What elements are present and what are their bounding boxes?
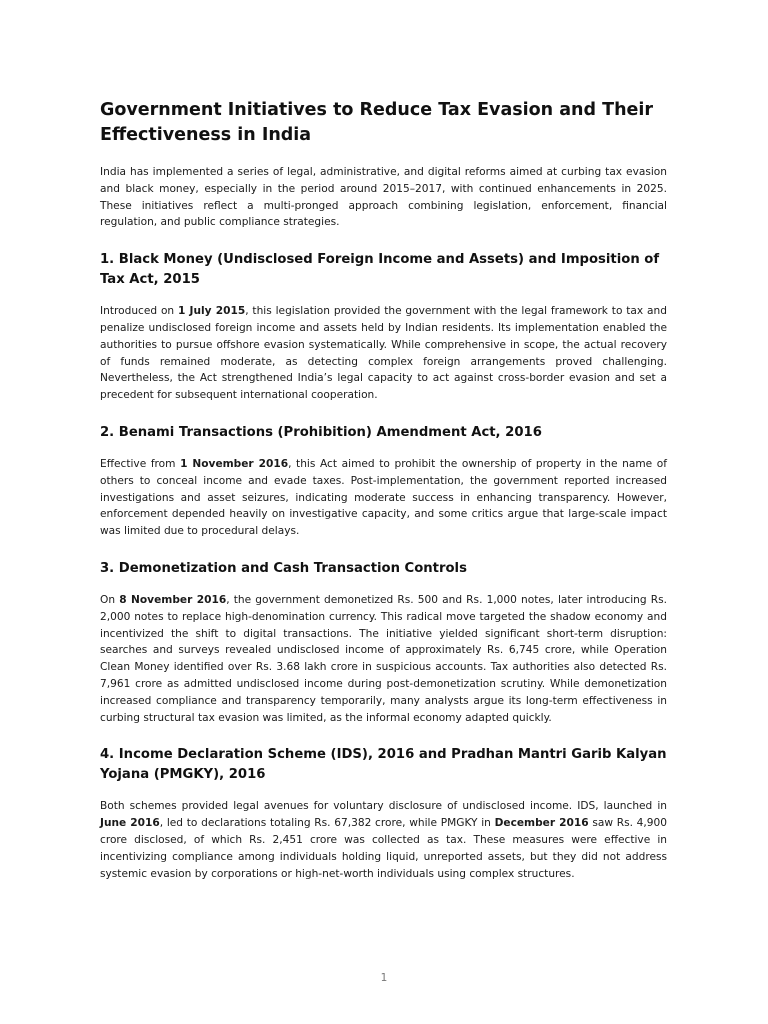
page-number: 1: [380, 972, 388, 984]
section-4-text-b: , led to declarations totaling Rs. 67,382 crore, while PMGKY in: [159, 817, 495, 830]
document-page: [100, 98, 667, 901]
section-4-text-c: saw Rs. 4,900 crore disclosed, of which Rs. 2,451 crore was collected as tax. These measures were effective in incentivizing compliance among individuals holding liquid, unreported assets, but they did not address systemic evasion by corporations or high-net-worth individuals using complex structures.: [100, 817, 668, 880]
section-1-paragraph: [100, 303, 667, 404]
section-4-heading: 4. Income Declaration Scheme (IDS), 2016 and Pradhan Mantri Garib Kalyan Yojana (PMGKY), 2016: [100, 747, 667, 783]
section-1-text-a: Introduced on: [100, 305, 178, 318]
section-2-date: 1 November 2016: [180, 457, 289, 470]
section-1-date: 1 July 2015: [178, 305, 246, 318]
section-3-text-a: On: [100, 593, 120, 606]
section-3-paragraph: [100, 592, 667, 726]
section-1-text-b: , this legislation provided the government with the legal framework to tax and penalize undisclosed foreign income and assets held by Indian residents. Its implementation enabled the authorities to pursue offshore evasion systematically. While comprehensive in scope, the actual recovery of funds remained moderate, as detecting complex foreign arrangements proved challenging. Nevertheless, the Act strengthened India’s legal capacity to act against cross-border evasion and set a precedent for subsequent international cooperation.: [100, 305, 667, 402]
section-3-heading: 3. Demonetization and Cash Transaction Controls: [100, 560, 467, 576]
section-4-date-ids: June 2016: [100, 817, 160, 830]
section-4-text-a: Both schemes provided legal avenues for voluntary disclosure of undisclosed income. IDS, launched in: [100, 800, 667, 813]
section-3-date: 8 November 2016: [119, 593, 227, 606]
section-4-paragraph: [100, 798, 667, 882]
section-2-heading: 2. Benami Transactions (Prohibition) Amendment Act, 2016: [100, 424, 542, 440]
document-title: Government Initiatives to Reduce Tax Evasion and Their Effectiveness in India: [100, 100, 654, 145]
section-2-text-b: , this Act aimed to prohibit the ownership of property in the name of others to conceal income and evade taxes. Post-implementation, the government reported increased investigations and asset seizures, indicating moderate success in enhancing transparency. However, enforcement depended heavily on investigative capacity, and some critics argue that large-scale impact was limited due to procedural delays.: [100, 457, 668, 538]
section-1-heading: 1. Black Money (Undisclosed Foreign Income and Assets) and Imposition of Tax Act, 2015: [100, 252, 660, 288]
section-3-text-b: , the government demonetized Rs. 500 and Rs. 1,000 notes, later introducing Rs. 2,000 notes to replace high-denomination currency. This radical move targeted the shadow economy and incentivized the shift to digital transactions. The initiative yielded significant short-term disruption: searches and surveys revealed undisclosed income of approximately Rs. 6,745 crore, while Operation Clean Money identified over Rs. 3.68 lakh crore in suspicious accounts. Tax authorities also detected Rs. 7,961 crore as admitted undisclosed income during post-demonetization scrutiny. While demonetization increased compliance and transparency temporarily, many analysts argue its long-term effectiveness in curbing structural tax evasion was limited, as the informal economy adapted quickly.: [100, 593, 668, 724]
section-2-text-a: Effective from: [100, 457, 181, 470]
section-2-paragraph: [100, 456, 667, 540]
intro-paragraph: India has implemented a series of legal, administrative, and digital reforms aimed at curbing tax evasion and black money, especially in the period around 2015–2017, with continued enhancements in 2025. These initiatives reflect a multi-pronged approach combining legislation, enforcement, financial regulation, and public compliance strategies.: [100, 166, 667, 229]
section-4-date-pmgky: December 2016: [494, 817, 589, 830]
